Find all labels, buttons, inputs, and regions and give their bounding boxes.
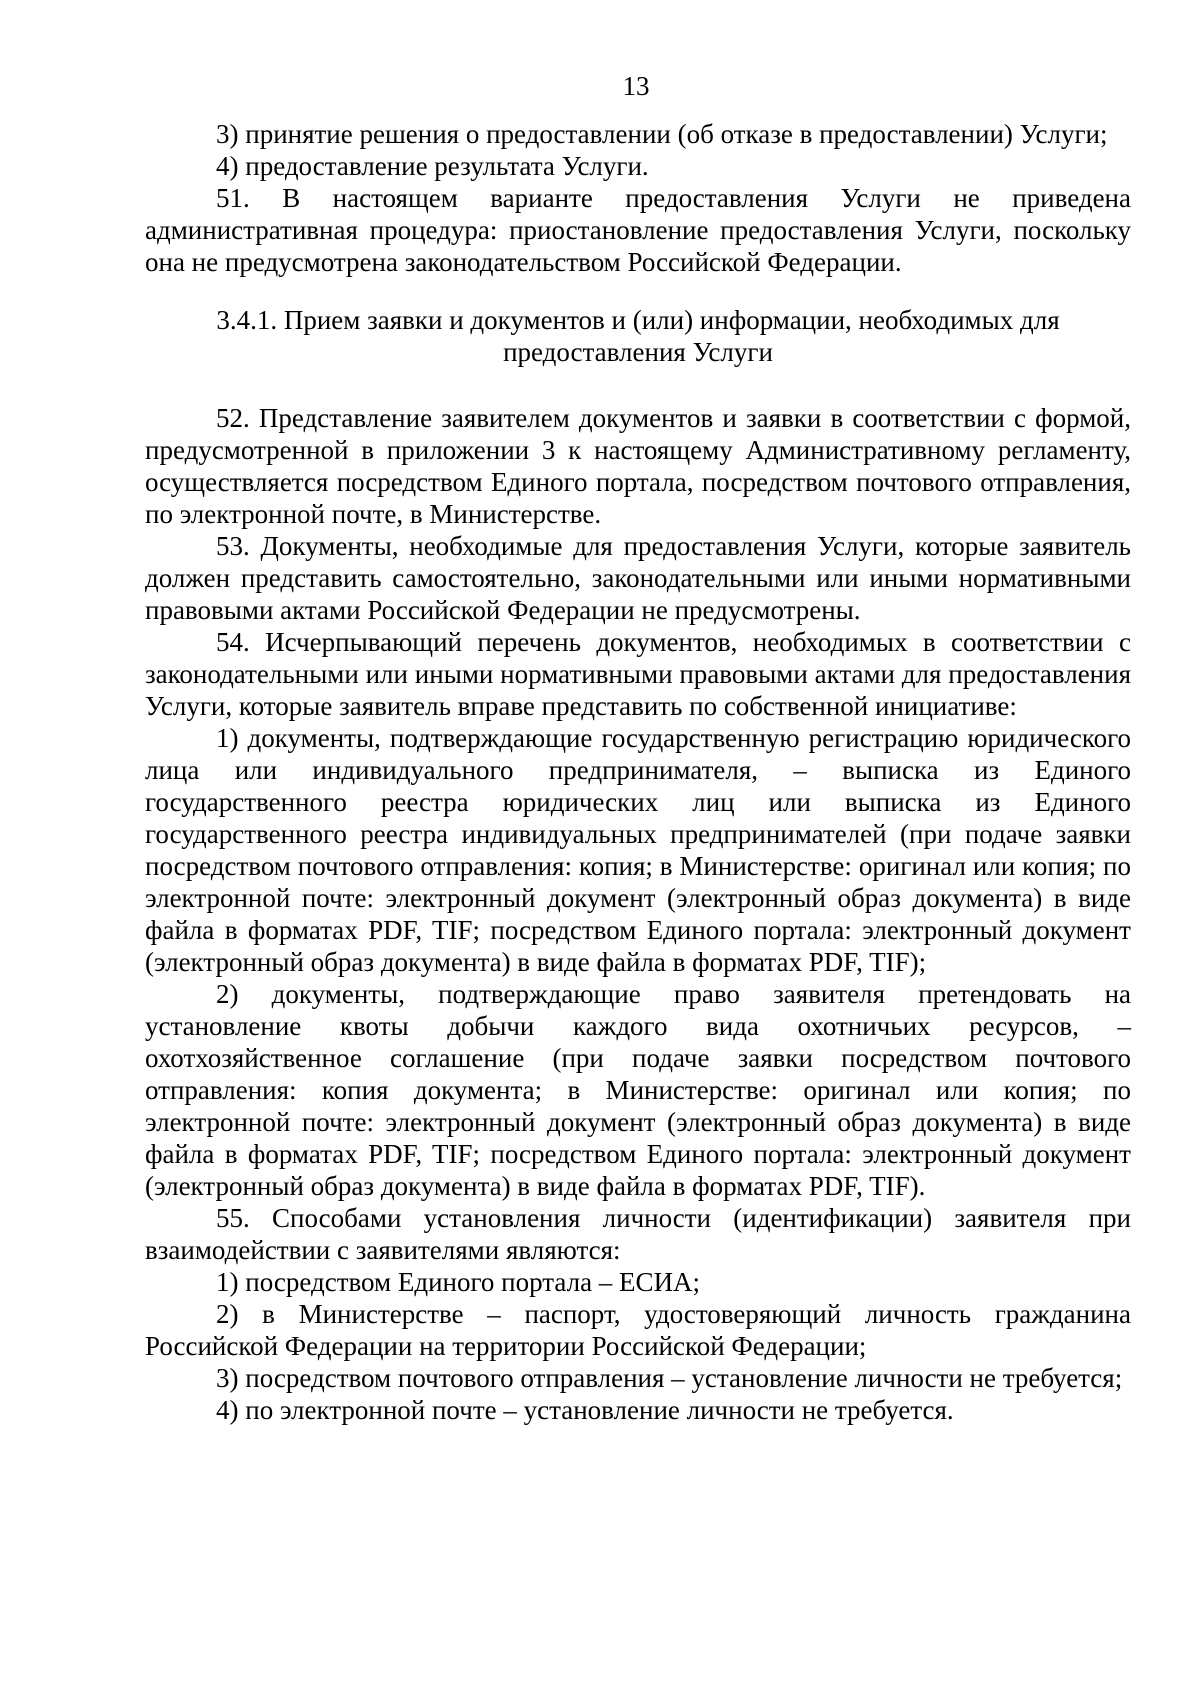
clause-55-item-4: 4) по электронной почте – установление личности не требуется. <box>216 1395 954 1425</box>
clause-54-item-1: 1) документы, подтверждающие государственную регистрацию юридического лица или индивидуального предпринимателя, – выписка из Единого государственного реестра юридических лиц или выписка из Единого государственного реестра индивидуальных предпринимателей (при подаче заявки посредством почтового отправления: копия; в Министерстве: оригинал или копия; по электронной почте: электронный документ (электронный образ документа) в виде файла в форматах PDF, TIF; посредством Единого портала: электронный документ (электронный образ документа) в виде файла в форматах PDF, TIF); <box>145 723 1131 977</box>
clause-55-item-1: 1) посредством Единого портала – ЕСИА; <box>216 1267 701 1297</box>
clause-53: 53. Документы, необходимые для предоставления Услуги, которые заявитель должен представить самостоятельно, законодательными или иными нормативными правовыми актами Российской Федерации не предусмотрены. <box>145 531 1131 625</box>
clause-55: 55. Способами установления личности (идентификации) заявителя при взаимодействии с заявителями являются: <box>145 1203 1131 1265</box>
document-body <box>145 118 1131 1426</box>
section-heading-3-4-1: 3.4.1. Прием заявки и документов и (или) информации, необходимых для предоставления Услуги <box>216 305 1060 367</box>
clause-54: 54. Исчерпывающий перечень документов, необходимых в соответствии с законодательными или иными нормативными правовыми актами для предоставления Услуги, которые заявитель вправе представить по собственной инициативе: <box>145 627 1131 721</box>
clause-55-item-2: 2) в Министерстве – паспорт, удостоверяющий личность гражданина Российской Федерации на территории Российской Федерации; <box>145 1299 1131 1361</box>
list-item-4: 4) предоставление результата Услуги. <box>216 151 649 181</box>
page-number: 13 <box>622 71 650 101</box>
clause-51: 51. В настоящем варианте предоставления Услуги не приведена административная процедура: приостановление предоставления Услуги, поскольку она не предусмотрена законодательством Российской Федерации. <box>145 183 1131 277</box>
clause-52: 52. Представление заявителем документов и заявки в соответствии с формой, предусмотренной в приложении 3 к настоящему Административному регламенту, осуществляется посредством Единого портала, посредством почтового отправления, по электронной почте, в Министерстве. <box>145 403 1131 529</box>
list-item-3: 3) принятие решения о предоставлении (об отказе в предоставлении) Услуги; <box>216 119 1108 149</box>
clause-55-item-3: 3) посредством почтового отправления – установление личности не требуется; <box>216 1363 1123 1393</box>
clause-54-item-2: 2) документы, подтверждающие право заявителя претендовать на установление квоты добычи каждого вида охотничьих ресурсов, – охотхозяйственное соглашение (при подаче заявки посредством почтового отправления: копия документа; в Министерстве: оригинал или копия; по электронной почте: электронный документ (электронный образ документа) в виде файла в форматах PDF, TIF; посредством Единого портала: электронный документ (электронный образ документа) в виде файла в форматах PDF, TIF). <box>145 979 1131 1201</box>
